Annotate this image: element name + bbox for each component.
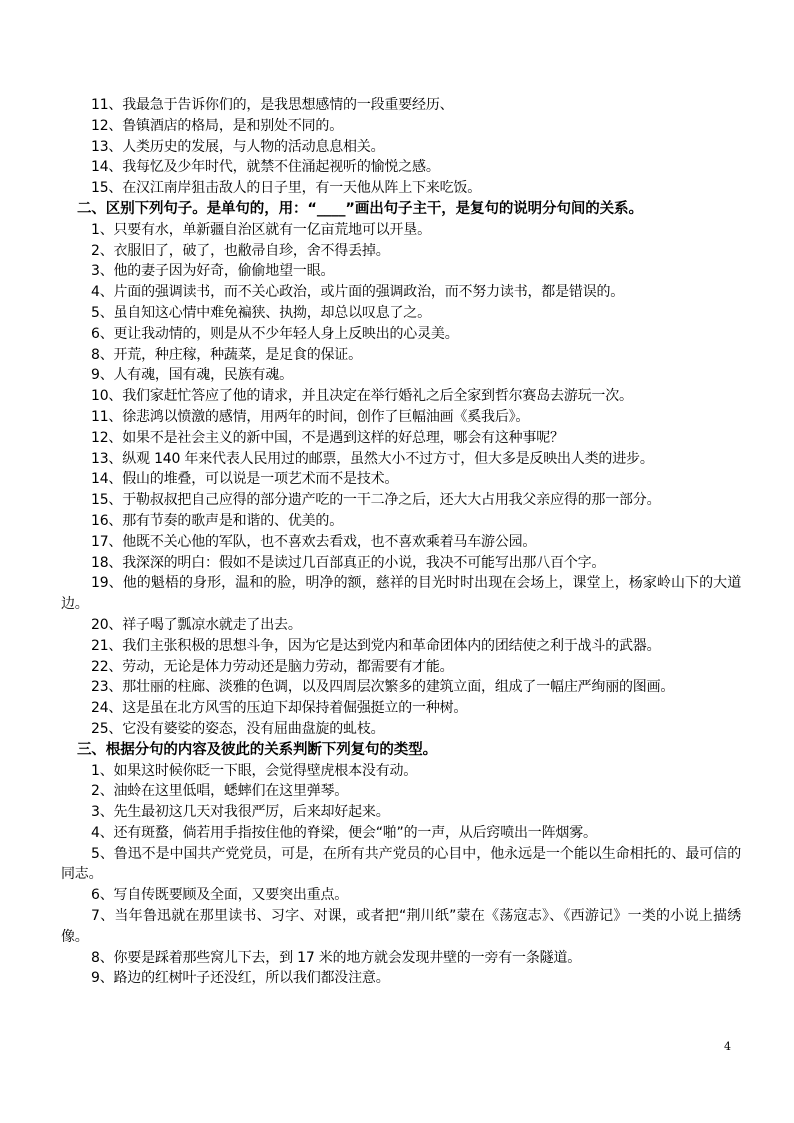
list-item: 2、衣服旧了，破了，也敝帚自珍，舍不得丢掉。: [91, 242, 390, 259]
list-item: 9、人有魂，国有魂，民族有魂。: [91, 367, 293, 384]
list-item: 8、开荒，种庄稼，种蔬菜，是足食的保证。: [91, 346, 362, 363]
list-item: 25、它没有婆娑的姿态，没有屈曲盘旋的虬枝。: [91, 720, 385, 737]
list-item: 4、还有斑蝥，倘若用手指按住他的脊梁，便会“啪”的一声，从后窍喷出一阵烟雾。: [91, 824, 597, 841]
list-item: 21、我们主张积极的思想斗争，因为它是达到党内和革命团体内的团结使之利于战斗的武器。: [91, 637, 661, 654]
list-item: 13、人类历史的发展，与人物的活动息息相关。: [91, 138, 385, 155]
list-item: 5、虽自知这心情中难免褊狭、执拗，却总以叹息了之。: [91, 304, 431, 321]
list-item: 12、鲁镇酒店的格局，是和别处不同的。: [91, 117, 344, 134]
list-item: 11、徐悲鸿以愤激的感情，用两年的时间，创作了巨幅油画《奚我后》。: [91, 408, 530, 425]
list-item: 23、那壮丽的柱廊、淡雅的色调，以及四周层次繁多的建筑立面，组成了一幅庄严绚丽的图画。: [91, 679, 675, 696]
list-item: 5、鲁迅不是中国共产党党员，可是，在所有共产党员的心目中，他永远是一个能以生命相托的、最可信的同志。: [61, 845, 741, 883]
list-item: 15、于勒叔叔把自己应得的部分遗产吃的一干二净之后，还大大占用我父亲应得的那一部分。: [91, 492, 661, 509]
list-item: 14、我每忆及少年时代，就禁不住涌起视听的愉悦之感。: [91, 159, 440, 176]
list-item: 24、这是虽在北方风雪的压迫下却保持着倔强挺立的一种树。: [91, 700, 468, 717]
list-item: 9、路边的红树叶子还没红，所以我们都没注意。: [91, 970, 390, 987]
page-number: 4: [724, 1040, 731, 1053]
document-body: [61, 95, 741, 989]
section-heading: 二、区别下列句子。是单句的，用：“____”画出句子主干，是复句的说明分句间的关系。: [77, 200, 643, 217]
list-item: 22、劳动，无论是体力劳动还是脑力劳动，都需要有才能。: [91, 658, 454, 675]
list-item: 6、更让我动情的，则是从不少年轻人身上反映出的心灵美。: [91, 325, 459, 342]
list-item: 6、写自传既要顾及全面，又要突出重点。: [91, 887, 349, 904]
list-item: 8、你要是踩着那些窝儿下去，到 17 米的地方就会发现井壁的一旁有一条隧道。: [91, 949, 582, 966]
list-item: 13、纵观 140 年来代表人民用过的邮票，虽然大小不过方寸，但大多是反映出人类的进步。: [91, 450, 654, 467]
list-item: 3、他的妻子因为好奇，偷偷地望一眼。: [91, 263, 335, 280]
section-heading: 三、根据分句的内容及彼此的关系判断下列复句的类型。: [77, 741, 437, 758]
list-item: 7、当年鲁迅就在那里读书、习字、对课，或者把“荆川纸”蒙在《荡寇志》、《西游记》一类的小说上描绣像。: [61, 908, 741, 945]
list-item: 15、在汉江南岸狙击敌人的日子里，有一天他从阵上下来吃饭。: [91, 180, 482, 197]
list-item: 1、如果这时候你眨一下眼，会觉得壁虎根本没有动。: [91, 762, 418, 779]
list-item: 18、我深深的明白：假如不是读过几百部真正的小说，我决不可能写出那八百个字。: [91, 554, 606, 571]
list-item: 12、如果不是社会主义的新中国，不是遇到这样的好总理，哪会有这种事呢？: [91, 429, 564, 446]
list-item: 20、祥子喝了瓢凉水就走了出去。: [91, 616, 302, 633]
list-item: 14、假山的堆叠，可以说是一项艺术而不是技术。: [91, 471, 399, 488]
list-item: 3、先生最初这几天对我很严厉，后来却好起来。: [91, 804, 390, 821]
list-item: 1、只要有水，单新疆自治区就有一亿亩荒地可以开垦。: [91, 221, 431, 238]
list-item: 17、他既不关心他的军队，也不喜欢去看戏，也不喜欢乘着马车游公园。: [91, 533, 537, 550]
list-item: 4、片面的强调读书，而不关心政治，或片面的强调政治，而不努力读书，都是错误的。: [91, 284, 625, 301]
list-item: 19、他的魁梧的身形，温和的脸，明净的额，慈祥的目光时时出现在会场上，课堂上，杨家岭山下的大道边。: [61, 575, 741, 613]
list-item: 16、那有节奏的歌声是和谐的、优美的。: [91, 512, 344, 529]
list-item: 10、我们家赶忙答应了他的请求，并且决定在举行婚礼之后全家到哲尔赛岛去游玩一次。: [91, 388, 633, 405]
list-item: 2、油蛉在这里低唱，蟋蟀们在这里弹琴。: [91, 783, 349, 800]
list-item: 11、我最急于告诉你们的，是我思想感情的一段重要经历、: [91, 97, 454, 113]
